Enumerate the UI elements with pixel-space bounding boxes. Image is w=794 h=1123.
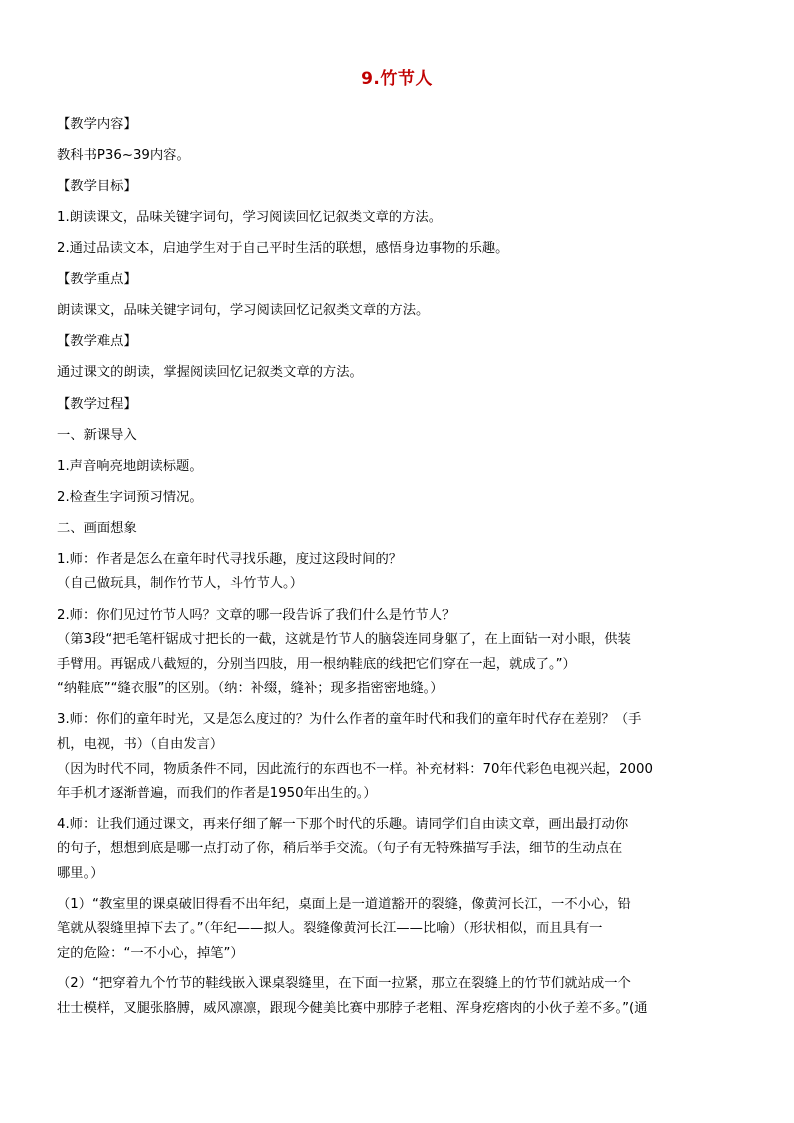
section-heading-content: 【教学内容】 <box>57 117 137 132</box>
section-heading-difficulties: 【教学难点】 <box>57 334 137 349</box>
paragraph-line: “纳鞋底”“缝衣服”的区别。（纳：补缀，缝补；现多指密密地缝。） <box>57 681 444 696</box>
paragraph-line: 手臂用。再锯成八截短的，分别当四肢，用一根纳鞋底的线把它们穿在一起，就成了。”） <box>57 657 576 672</box>
paragraph-line: （1）“教室里的课桌破旧得看不出年纪，桌面上是一道道豁开的裂缝，像黄河长江，一不小心，铅 <box>57 897 631 912</box>
paragraph-line: 通过课文的朗读，掌握阅读回忆记叙类文章的方法。 <box>57 365 363 380</box>
paragraph-line: （自己做玩具，制作竹节人，斗竹节人。） <box>57 576 303 591</box>
subheading-imagination: 二、画面想象 <box>57 521 137 536</box>
document-title: 9.竹节人 <box>361 69 433 89</box>
paragraph-line: 机，电视，书）（自由发言） <box>57 737 224 752</box>
paragraph-line: 朗读课文，品味关键字词句，学习阅读回忆记叙类文章的方法。 <box>57 303 430 318</box>
paragraph-line: 2.通过品读文本，启迪学生对于自己平时生活的联想，感悟身边事物的乐趣。 <box>57 241 509 256</box>
paragraph-line: 2.师：你们见过竹节人吗？文章的哪一段告诉了我们什么是竹节人？ <box>57 608 456 623</box>
section-heading-process: 【教学过程】 <box>57 397 137 412</box>
paragraph-line: 壮士模样，叉腿张胳膊，威风凛凛，跟现今健美比赛中那脖子老粗、浑身疙瘩肉的小伙子差不多。”(通 <box>57 1001 648 1016</box>
paragraph-line: 4.师：让我们通过课文，再来仔细了解一下那个时代的乐趣。请同学们自由读文章，画出最打动你 <box>57 817 629 832</box>
paragraph-line: 哪里。） <box>57 866 104 881</box>
paragraph-line: （因为时代不同，物质条件不同，因此流行的东西也不一样。补充材料：70年代彩色电视兴起，2000 <box>57 762 653 777</box>
section-heading-goals: 【教学目标】 <box>57 179 137 194</box>
paragraph-line: 年手机才逐渐普遍，而我们的作者是1950年出生的。） <box>57 786 377 801</box>
paragraph-line: 1.声音响亮地朗读标题。 <box>57 459 203 474</box>
paragraph-line: 定的危险：“一不小心，掉笔”） <box>57 946 244 961</box>
paragraph-line: 1.朗读课文，品味关键字词句，学习阅读回忆记叙类文章的方法。 <box>57 210 442 225</box>
paragraph-line: 1.师：作者是怎么在童年时代寻找乐趣，度过这段时间的？ <box>57 552 403 567</box>
paragraph-line: 笔就从裂缝里掉下去了。”（年纪——拟人。裂缝像黄河长江——比喻）（形状相似，而且具有一 <box>57 921 603 936</box>
paragraph-line: 教科书P36~39内容。 <box>57 148 190 163</box>
subheading-intro: 一、新课导入 <box>57 428 137 443</box>
section-heading-key-points: 【教学重点】 <box>57 272 137 287</box>
paragraph-line: 3.师：你们的童年时光，又是怎么度过的？为什么作者的童年时代和我们的童年时代存在差别？（手 <box>57 712 642 727</box>
paragraph-line: 的句子，想想到底是哪一点打动了你，稍后举手交流。（句子有无特殊描写手法，细节的生动点在 <box>57 841 623 856</box>
paragraph-line: （2）“把穿着九个竹节的鞋线嵌入课桌裂缝里，在下面一拉紧，那立在裂缝上的竹节们就站成一个 <box>57 976 631 991</box>
paragraph-line: 2.检查生字词预习情况。 <box>57 490 203 505</box>
paragraph-line: （第3段“把毛笔杆锯成寸把长的一截，这就是竹节人的脑袋连同身躯了，在上面钻一对小眼，供装 <box>57 632 631 647</box>
